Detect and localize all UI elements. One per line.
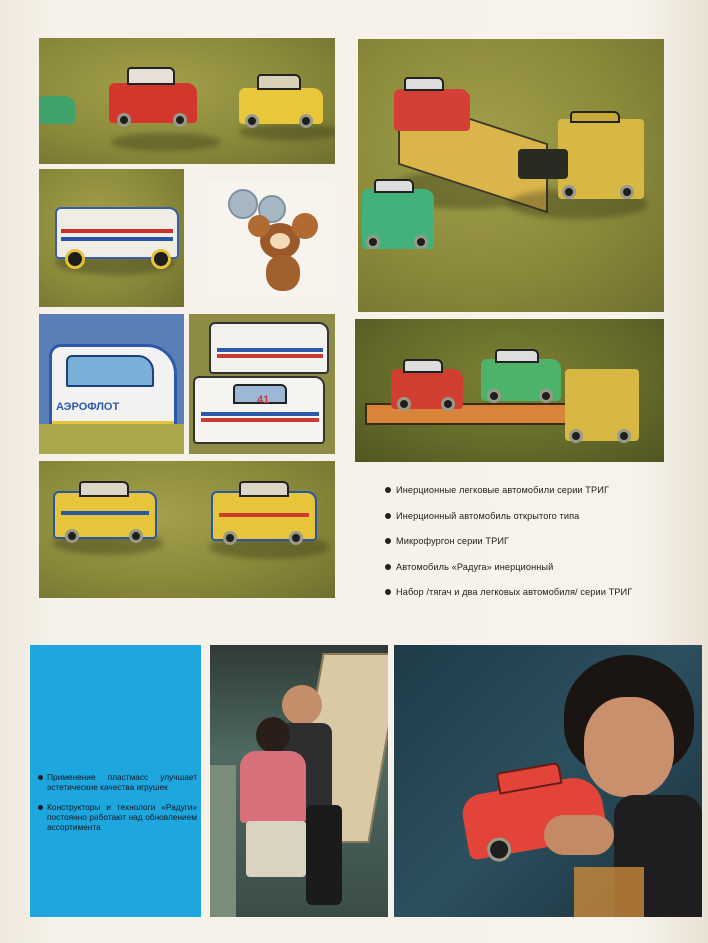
car-number-decal: 41	[257, 394, 270, 406]
caption-item: Инерционные легковые автомобили серии ТРИГ	[383, 484, 683, 496]
toy-car-red-on-trailer	[394, 89, 470, 131]
person-man	[282, 685, 322, 725]
photo-three-cars	[39, 38, 335, 164]
photo-woman-red-car	[394, 645, 702, 917]
toy-car-yellow	[239, 88, 323, 124]
photo-open-car	[39, 169, 184, 307]
aeroflot-decal: АЭРОФЛОТ	[56, 401, 120, 413]
blue-info-panel	[30, 645, 201, 917]
photo-white-cars	[189, 314, 335, 454]
caption-list	[383, 484, 683, 612]
toy-car-green-open	[362, 189, 434, 249]
info-item: Конструкторы и технологи «Радуги» постоянно работают над обновлением ассортимента	[37, 802, 197, 832]
photo-truck-trailer	[358, 39, 664, 312]
toy-car-white-2	[193, 376, 325, 444]
toy-car-yellow-1	[53, 491, 157, 539]
toy-car-green	[39, 96, 75, 124]
photo-transporter-set	[355, 319, 664, 462]
toy-truck-cab-set	[565, 369, 639, 441]
photo-designers	[210, 645, 388, 917]
photo-cheburashka-logo	[208, 181, 335, 298]
film-reel-icon	[228, 189, 258, 219]
photo-aeroflot-car	[39, 314, 184, 454]
info-item: Применение пластмасс улучшает эстетические качества игрушек	[37, 772, 197, 792]
toy-truck-cab-yellow	[558, 119, 644, 199]
truck-chassis	[518, 149, 568, 179]
toy-car-white-1	[209, 322, 329, 374]
caption-item: Автомобиль «Радуга» инерционный	[383, 561, 683, 573]
photo-yellow-cars	[39, 461, 335, 598]
toy-car-green-set	[481, 359, 561, 401]
caption-item: Инерционный автомобиль открытого типа	[383, 510, 683, 522]
toy-car-yellow-2	[211, 491, 317, 541]
person-woman	[256, 717, 290, 753]
toy-car-red	[109, 83, 197, 123]
caption-item: Микрофургон серии ТРИГ	[383, 535, 683, 547]
caption-item: Набор /тягач и два легковых автомобиля/ серии ТРИГ	[383, 586, 683, 598]
woman-face	[584, 697, 674, 797]
hand	[544, 815, 614, 855]
stool	[306, 805, 342, 905]
toy-car-open-white	[55, 207, 179, 259]
toy-car-red-set	[391, 369, 463, 409]
